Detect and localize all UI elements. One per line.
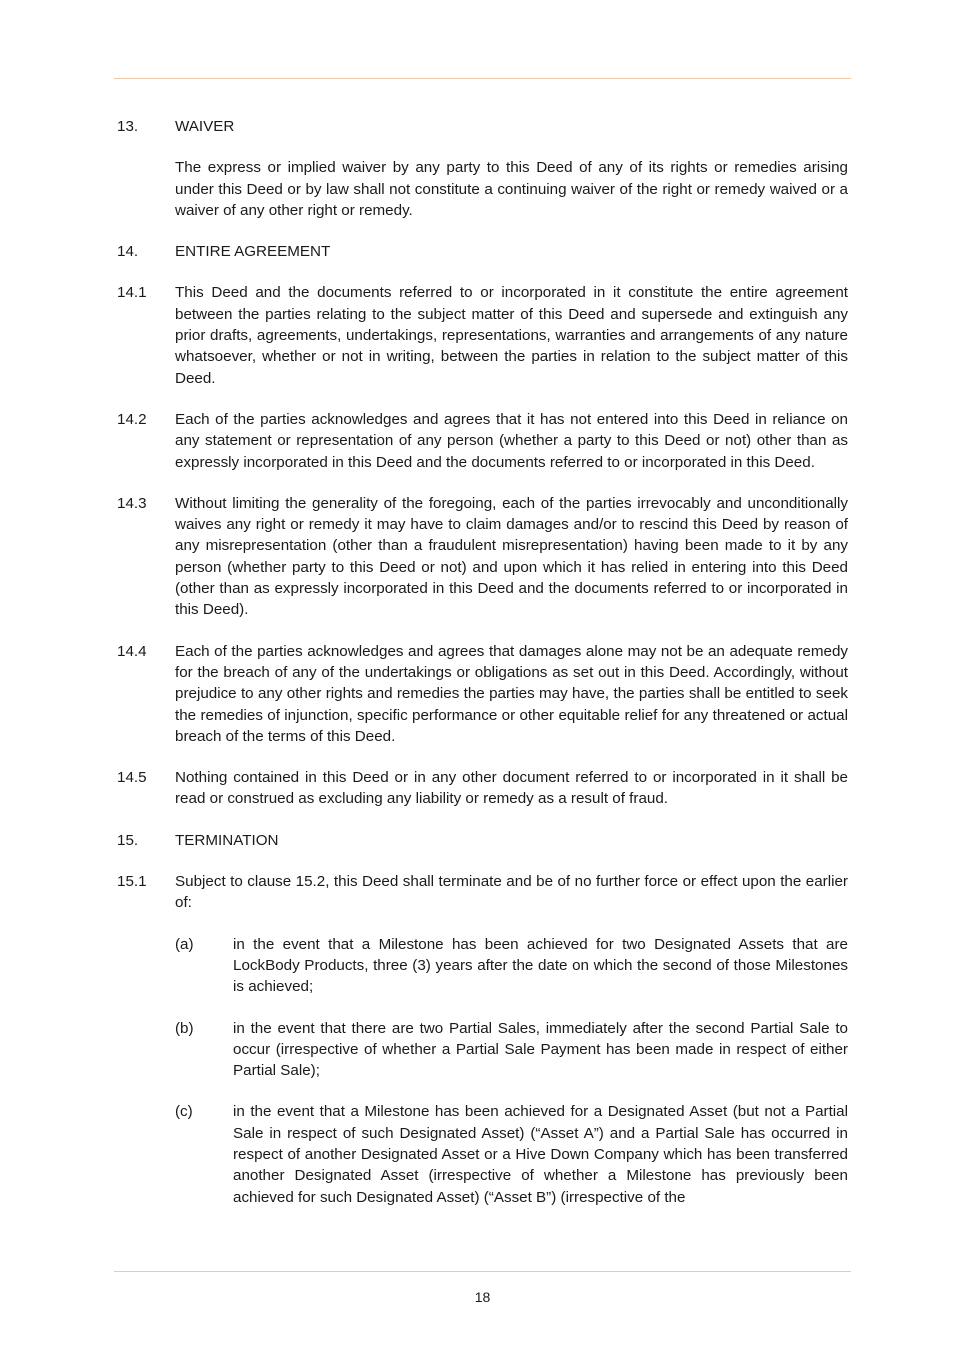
clause-text: Nothing contained in this Deed or in any other document referred to or incorporated in it shall be read or construed as excluding any liability or remedy as a result of fraud.	[175, 769, 848, 808]
subclause-label: (a)	[175, 935, 194, 953]
section-number: 15.	[117, 831, 139, 849]
clause-number: 14.4	[117, 642, 147, 660]
clause-14-3	[117, 493, 848, 621]
subclause-text: in the event that there are two Partial Sales, immediately after the second Partial Sale to occur (irrespective of whether a Partial Sale Payment has been made in respect of either Partial Sale);	[233, 1019, 848, 1080]
clause-14-2	[117, 409, 848, 473]
clause-number: 14.3	[117, 494, 147, 512]
subclause-text: in the event that a Milestone has been achieved for two Designated Assets that are LockBody Products, three (3) years after the date on which the second of those Milestones is achieved;	[233, 935, 848, 996]
subclause-a	[175, 934, 848, 998]
section-13-heading	[117, 116, 848, 137]
clause-text: Subject to clause 15.2, this Deed shall terminate and be of no further force or effect upon the earlier of:	[175, 873, 848, 912]
section-title: WAIVER	[175, 118, 235, 135]
section-number: 14.	[117, 243, 139, 261]
subclause-b	[175, 1018, 848, 1082]
subclause-c	[175, 1101, 848, 1207]
clause-15-1	[117, 871, 848, 914]
section-15-heading	[117, 830, 848, 851]
clause-14-5	[117, 767, 848, 810]
subclause-label: (c)	[175, 1103, 193, 1121]
page-number: 18	[474, 1289, 491, 1305]
clause-number: 14.2	[117, 410, 147, 428]
clause-number: 14.5	[117, 769, 147, 787]
section-13-body: The express or implied waiver by any party to this Deed of any of its rights or remedies arising under this Deed or by law shall not constitute a continuing waiver of the right or remedy waived or a waiver of any other right or remedy.	[175, 159, 848, 219]
clause-14-4	[117, 641, 848, 747]
section-title: TERMINATION	[175, 831, 279, 849]
section-14-heading	[117, 241, 848, 262]
clause-text: This Deed and the documents referred to or incorporated in it constitute the entire agreement between the parties relating to the subject matter of this Deed and supersede and extinguish any prior drafts, agreements, undertakings, representations, warranties and arrangements of any nature whatsoever, whether or not in writing, between the parties in relation to the subject matter of this Deed.	[175, 284, 848, 387]
subclause-label: (b)	[175, 1019, 194, 1037]
clause-number: 15.1	[117, 873, 147, 891]
document-body	[117, 116, 848, 1228]
section-title: ENTIRE AGREEMENT	[175, 243, 331, 261]
clause-text: Each of the parties acknowledges and agrees that damages alone may not be an adequate remedy for the breach of any of the undertakings or obligations as set out in this Deed. Accordingly, without prejudice to any other rights and remedies the parties may have, the parties shall be entitled to seek the remedies of injunction, specific performance or other equitable relief for any threatened or actual breach of the terms of this Deed.	[175, 642, 848, 745]
subclause-text: in the event that a Milestone has been achieved for a Designated Asset (but not a Partial Sale in respect of such Designated Asset) (“Asset A”) and a Partial Sale has occurred in respect of another Designated Asset or a Hive Down Company which has been transferred another Designated Asset (irrespective of whether a Milestone has previously been achieved for such Designated Asset) (“Asset B”) (irrespective of the	[233, 1103, 848, 1206]
footer-rule	[114, 1271, 851, 1272]
clause-text: Without limiting the generality of the foregoing, each of the parties irrevocably and unconditionally waives any right or remedy it may have to claim damages and/or to rescind this Deed by reason of any misrepresentation (other than a fraudulent misrepresentation) having been made to it by any person (whether party to this Deed or not) and upon which it has relied in entering into this Deed (other than as expressly incorporated in this Deed and the documents referred to or incorporated in this Deed).	[175, 494, 848, 619]
section-number: 13.	[117, 118, 139, 135]
header-rule	[114, 78, 851, 79]
clause-text: Each of the parties acknowledges and agrees that it has not entered into this Deed in reliance on any statement or representation of any person (whether a party to this Deed or not) other than as expressly incorporated in this Deed and the documents referred to or incorporated in this Deed.	[175, 410, 848, 471]
clause-number: 14.1	[117, 284, 147, 302]
clause-14-1	[117, 282, 848, 388]
